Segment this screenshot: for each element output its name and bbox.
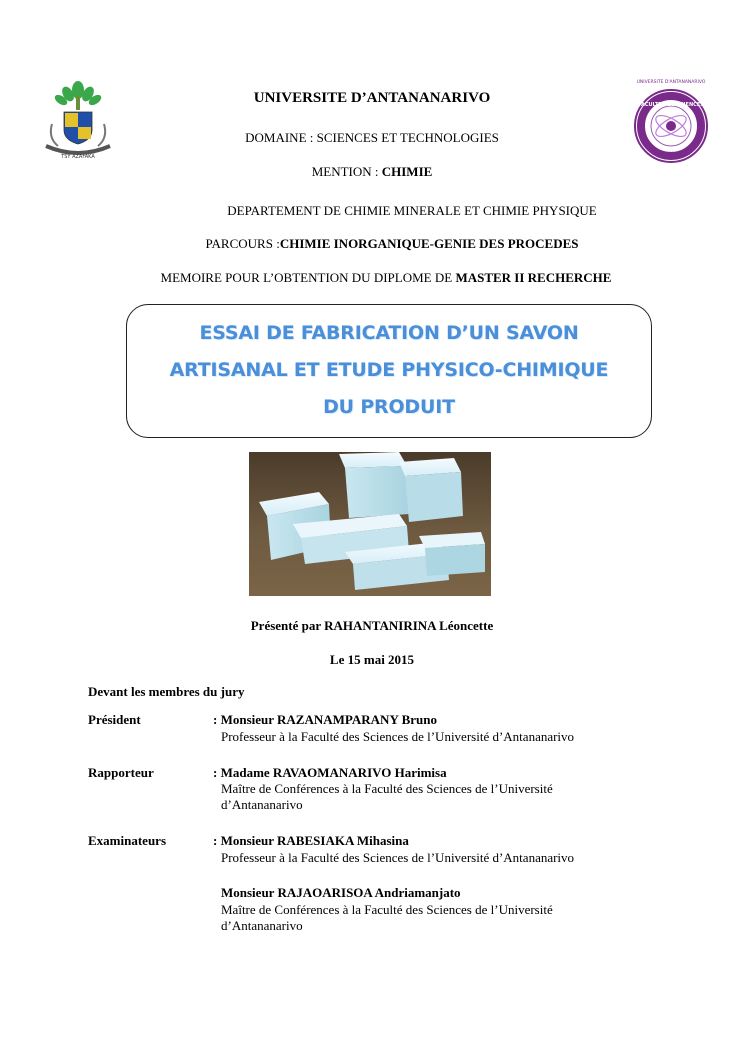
jury-desc-examinateur-1: Professeur à la Faculté des Sciences de l’Université d’Antananarivo (221, 850, 575, 865)
parcours-label: PARCOURS : (205, 236, 280, 251)
jury-name-rapporteur: : Madame RAVAOMANARIVO Harimisa (213, 765, 447, 780)
domaine-line: DOMAINE : SCIENCES ET TECHNOLOGIES (245, 130, 499, 145)
jury-role-examinateurs: Examinateurs (88, 833, 166, 848)
jury-heading: Devant les membres du jury (88, 684, 245, 699)
parcours-line (20, 236, 744, 252)
svg-text:TSY AZAFAKA: TSY AZAFAKA (61, 154, 95, 160)
mention-value: CHIMIE (381, 164, 433, 179)
jury-name-examinateur-2: Monsieur RAJAOARISOA Andriamanjato (221, 885, 461, 900)
presented-by: Présenté par RAHANTANIRINA Léoncette (250, 618, 494, 633)
departement-line: DEPARTEMENT DE CHIMIE MINERALE ET CHIMIE PHYSIQUE (227, 203, 597, 218)
jury-desc-examinateur-2-1: Maître de Conférences à la Faculté des Sciences de l’Université (221, 902, 553, 917)
memoire-value: MASTER II RECHERCHE (455, 270, 612, 285)
memoire-line (14, 270, 744, 286)
title-line-1: ESSAI DE FABRICATION D’UN SAVON (199, 322, 579, 344)
title-line-2: ARTISANAL ET ETUDE PHYSICO-CHIMIQUE (169, 359, 609, 381)
soap-bars-photo (249, 452, 491, 596)
defense-date: Le 15 mai 2015 (329, 652, 415, 667)
title-line-3: DU PRODUIT (323, 396, 455, 418)
parcours-value: CHIMIE INORGANIQUE-GENIE DES PROCEDES (279, 236, 579, 251)
jury-desc-examinateur-2-2: d’Antananarivo (221, 918, 303, 933)
svg-text:NY FAHALALANA: NY FAHALALANA (652, 152, 690, 157)
mention-label: MENTION : (311, 164, 382, 179)
jury-role-president: Président (88, 712, 141, 727)
svg-text:FACULTE DES SCIENCES: FACULTE DES SCIENCES (638, 102, 704, 108)
svg-text:UNIVERSITE D'ANTANANARIVO: UNIVERSITE D'ANTANANARIVO (636, 80, 706, 85)
university-name: UNIVERSITE D’ANTANANARIVO (253, 90, 491, 106)
mention-line (0, 164, 744, 180)
memoire-label: MEMOIRE POUR L’OBTENTION DU DIPLOME DE (160, 270, 456, 285)
jury-desc-rapporteur-1: Maître de Conférences à la Faculté des Sciences de l’Université (221, 781, 553, 796)
jury-role-rapporteur: Rapporteur (88, 765, 154, 780)
jury-desc-rapporteur-2: d’Antananarivo (221, 797, 303, 812)
thesis-title-box (126, 304, 652, 438)
jury-desc-president: Professeur à la Faculté des Sciences de l’Université d’Antananarivo (221, 729, 575, 744)
jury-name-president: : Monsieur RAZANAMPARANY Bruno (213, 712, 438, 727)
jury-name-examinateur-1: : Monsieur RABESIAKA Mihasina (213, 833, 409, 848)
